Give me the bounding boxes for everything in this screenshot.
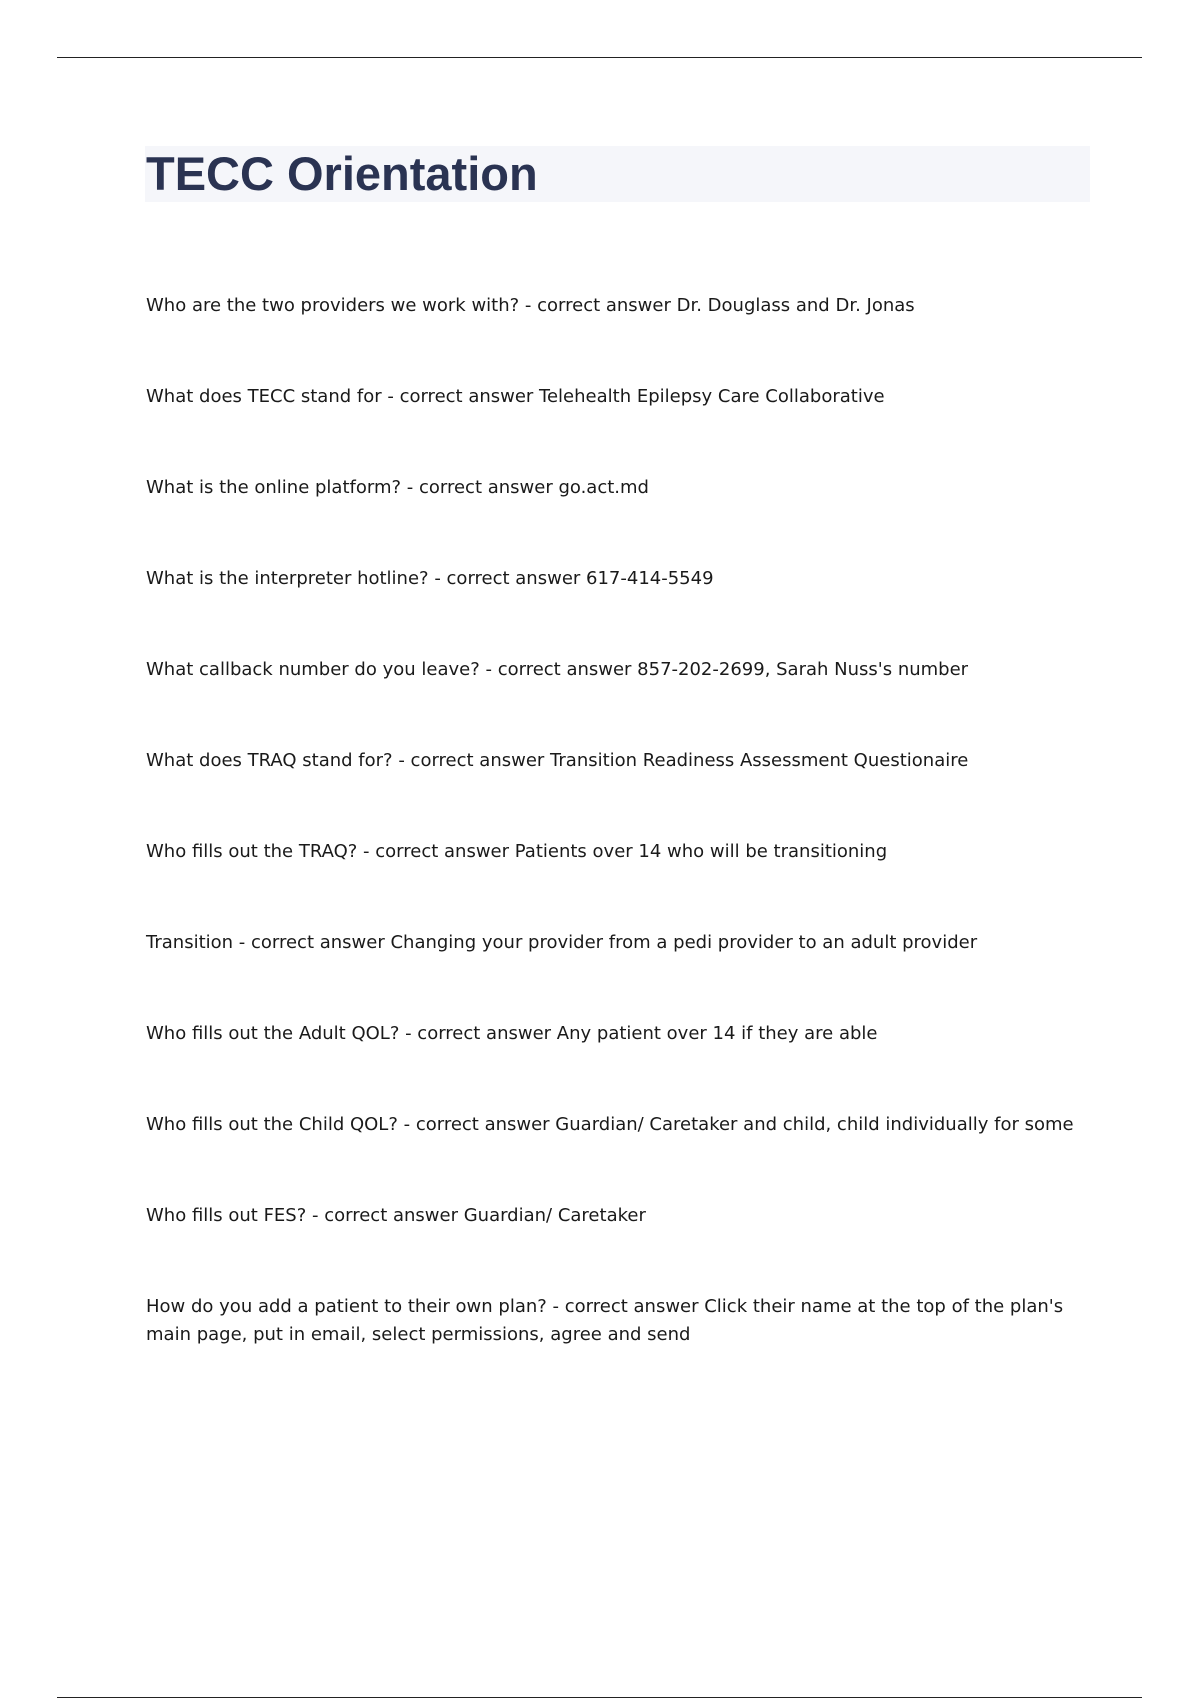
qa-item: What does TRAQ stand for? - correct answer Transition Readiness Assessment Questionaire — [146, 750, 969, 771]
page-title: TECC Orientation — [146, 147, 538, 200]
qa-item: Who fills out FES? - correct answer Guardian/ Caretaker — [146, 1205, 646, 1226]
bottom-rule — [57, 1697, 1142, 1698]
qa-item: What is the online platform? - correct answer go.act.md — [146, 477, 649, 498]
qa-item: Transition - correct answer Changing your provider from a pedi provider to an adult provider — [146, 932, 978, 953]
qa-item: What is the interpreter hotline? - correct answer 617-414-5549 — [146, 568, 714, 589]
qa-item: Who are the two providers we work with? - correct answer Dr. Douglass and Dr. Jonas — [146, 295, 915, 316]
qa-item: How do you add a patient to their own plan? - correct answer Click their name at the top of the plan's main page, put in email, select permissions, agree and send — [146, 1296, 1064, 1345]
qa-item: What does TECC stand for - correct answer Telehealth Epilepsy Care Collaborative — [146, 386, 885, 407]
qa-item: Who fills out the Child QOL? - correct answer Guardian/ Caretaker and child, child individually for some — [146, 1114, 1074, 1135]
qa-list — [146, 292, 1086, 1412]
top-rule — [57, 57, 1142, 58]
qa-item: Who fills out the Adult QOL? - correct answer Any patient over 14 if they are able — [146, 1023, 878, 1044]
qa-item: What callback number do you leave? - correct answer 857-202-2699, Sarah Nuss's number — [146, 659, 969, 680]
qa-item: Who fills out the TRAQ? - correct answer Patients over 14 who will be transitioning — [146, 841, 888, 862]
